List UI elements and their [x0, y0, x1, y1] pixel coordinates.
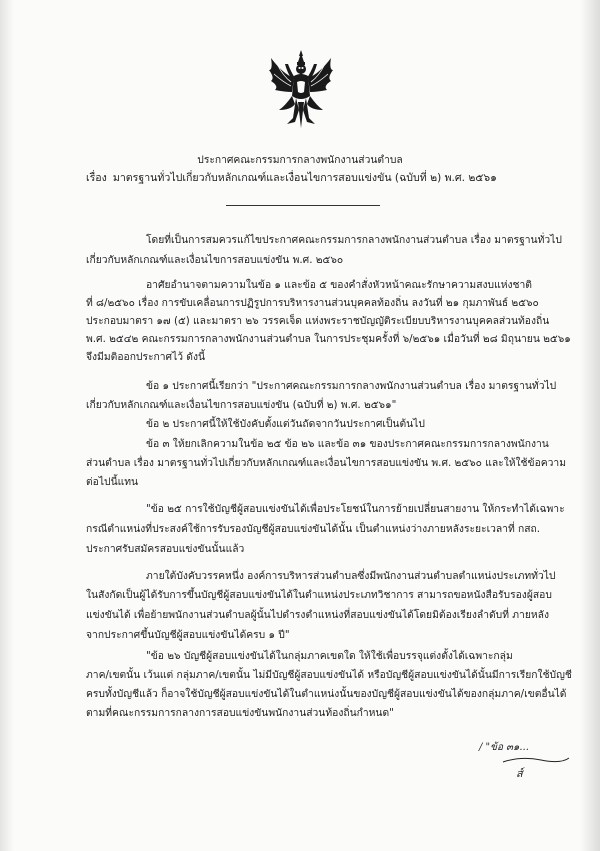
body-line: ที่ ๘/๒๕๖๐ เรื่อง การขับเคลื่อนการปฏิรูปการบริหารงานส่วนบุคคลท้องถิ่น ลงวันที่ ๒๑ กุมภาพันธ์ ๒๕๖๐ — [86, 297, 539, 309]
body-line: ประกอบมาตรา ๑๗ (๕) และมาตรา ๒๖ วรรคเจ็ด แห่งพระราชบัญญัติระเบียบบริหารงานบุคคลส่วนท้องถิ่น — [86, 315, 550, 327]
subject-text: มาตรฐานทั่วไปเกี่ยวกับหลักเกณฑ์และเงื่อนไขการสอบแข่งขัน (ฉบับที่ ๒) พ.ศ. ๒๕๖๑ — [112, 172, 497, 184]
body-line: "ข้อ ๒๖ บัญชีผู้สอบแข่งขันได้ในกลุ่มภาคเขตใด ให้ใช้เพื่อบรรจุแต่งตั้งได้เฉพาะกลุ่ม — [146, 650, 513, 662]
garuda-emblem — [265, 48, 337, 132]
document-heading: ประกาศคณะกรรมการกลางพนักงานส่วนตำบล — [197, 154, 403, 166]
body-line: อาศัยอำนาจตามความในข้อ ๑ และข้อ ๕ ของคำสั่งหัวหน้าคณะรักษาความสงบแห่งชาติ — [146, 279, 532, 291]
body-line: ภายใต้บังคับวรรคหนึ่ง องค์การบริหารส่วนตำบลซึ่งมีพนักงานส่วนตำบลตำแหน่งประเภททั่วไป — [146, 570, 556, 582]
scan-edge-right — [580, 0, 600, 851]
body-line: กรณีตำแหน่งที่ประสงค์ใช้การรับรองบัญชีผู้สอบแข่งขันได้นั้น เป็นตำแหน่งว่างภายหลังระยะเวลาที่ กสถ. — [86, 523, 541, 535]
body-line: ในสังกัดเป็นผู้ได้รับการขึ้นบัญชีผู้สอบแข่งขันได้ในตำแหน่งประเภทวิชาการ สามารถขอหนังสือรับรองผู้สอบ — [86, 589, 552, 601]
body-line: เกี่ยวกับหลักเกณฑ์และเงื่อนไขการสอบแข่งขัน (ฉบับที่ ๒) พ.ศ. ๒๕๖๑" — [86, 399, 397, 411]
initials: ส์ — [516, 767, 523, 780]
body-line: จึงมีมติออกประกาศไว้ ดังนี้ — [86, 351, 206, 363]
garuda-emblem-icon — [265, 48, 337, 132]
subject-label: เรื่อง — [86, 172, 107, 184]
document-subject — [86, 172, 497, 185]
body-line: ส่วนตำบล เรื่อง มาตรฐานทั่วไปเกี่ยวกับหลักเกณฑ์และเงื่อนไขการสอบแข่งขัน พ.ศ. ๒๕๖๐ และให้ใช้ข้อความ — [86, 457, 566, 469]
body-line: โดยที่เป็นการสมควรแก้ไขประกาศคณะกรรมการกลางพนักงานส่วนตำบล เรื่อง มาตรฐานทั่วไป — [146, 234, 562, 246]
body-line: ภาค/เขตนั้น เว้นแต่ กลุ่มภาค/เขตนั้น ไม่มีบัญชีผู้สอบแข่งขันได้ หรือบัญชีผู้สอบแข่งขันได้นั้นมีการเรียกใช้บัญชี — [86, 669, 572, 681]
body-line: ข้อ ๓ ให้ยกเลิกความในข้อ ๒๕ ข้อ ๒๖ และข้อ ๓๑ ของประกาศคณะกรรมการกลางพนักงาน — [146, 438, 549, 450]
body-line: ครบทั้งบัญชีแล้ว ก็อาจใช้บัญชีผู้สอบแข่งขันได้ในตำแหน่งนั้นของบัญชีผู้สอบแข่งขันได้ของกลุ่มภาค/เขตอื่นได้ — [86, 688, 567, 700]
continuation-text: / "ข้อ ๓๑... — [479, 742, 529, 753]
heading-divider — [226, 205, 380, 206]
body-line: จากประกาศขึ้นบัญชีผู้สอบแข่งขันได้ครบ ๑ ปี" — [86, 629, 290, 641]
scan-edge-left — [0, 0, 14, 851]
body-line: ประกาศรับสมัครสอบแข่งขันนั้นแล้ว — [86, 543, 245, 555]
body-line: ตามที่คณะกรรมการกลางการสอบแข่งขันพนักงานส่วนท้องถิ่นกำหนด" — [86, 707, 394, 719]
body-line: "ข้อ ๒๕ การใช้บัญชีผู้สอบแข่งขันได้เพื่อประโยชน์ในการย้ายเปลี่ยนสายงาน ให้กระทำได้เฉพาะ — [146, 503, 565, 515]
body-line: เกี่ยวกับหลักเกณฑ์และเงื่อนไขการสอบแข่งขัน พ.ศ. ๒๕๖๐ — [86, 254, 344, 266]
body-line: ต่อไปนี้แทน — [86, 476, 139, 488]
continuation-marker — [479, 740, 529, 755]
body-line: แข่งขันได้ เพื่อย้ายพนักงานส่วนตำบลผู้นั้นไปดำรงตำแหน่งที่สอบแข่งขันได้โดยมิต้องเรียงลำดับที่ ภายหลัง — [86, 609, 549, 621]
body-line: ข้อ ๒ ประกาศนี้ให้ใช้บังคับตั้งแต่วันถัดจากวันประกาศเป็นต้นไป — [146, 418, 425, 430]
handwritten-mark — [501, 754, 571, 766]
body-line: ข้อ ๑ ประกาศนี้เรียกว่า "ประกาศคณะกรรมการกลางพนักงานส่วนตำบล เรื่อง มาตรฐานทั่วไป — [146, 380, 557, 392]
body-line: พ.ศ. ๒๕๔๒ คณะกรรมการกลางพนักงานส่วนตำบล ในการประชุมครั้งที่ ๖/๒๕๖๑ เมื่อวันที่ ๒๘ มิถุนายน ๒๕๖๑ — [86, 333, 571, 345]
